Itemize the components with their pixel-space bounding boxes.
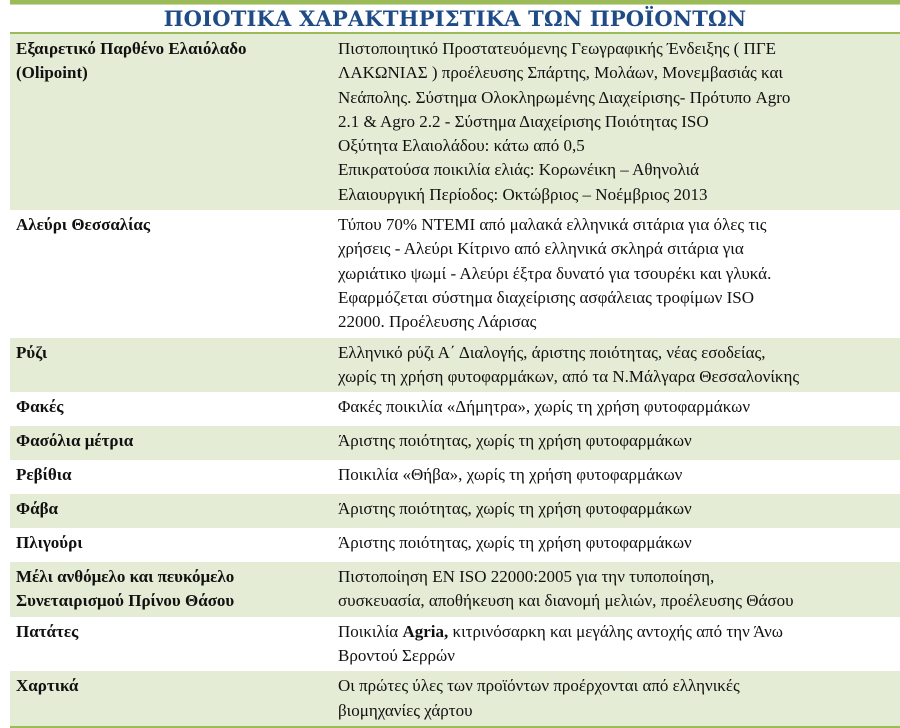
product-name (10, 210, 322, 337)
desc-line: Άριστης ποιότητας, χωρίς τη χρήση φυτοφαρμάκων (338, 431, 692, 451)
product-name-line: Φακές (16, 397, 64, 417)
product-name-line: Εξαιρετικό Παρθένο Ελαιόλαδο (16, 39, 247, 58)
product-name-line: Συνεταιρισμού Πρίνου Θάσου (16, 591, 235, 611)
product-name-line: Αλεύρι Θεσσαλίας (16, 215, 151, 235)
product-description (322, 494, 900, 528)
desc-line: συσκευασία, αποθήκευση και διανομή μελιών, προέλευσης Θάσου (338, 591, 794, 611)
table-row-lentils (10, 392, 900, 426)
page-title: ΠΟΙΟΤΙΚΑ ΧΑΡΑΚΤΗΡΙΣΤΙΚΑ ΤΩΝ ΠΡΟΪΟΝΤΩΝ (10, 5, 900, 34)
desc-line: Πιστοποίηση EN ISO 22000:2005 για την τυποποίηση, (338, 567, 715, 587)
table-row-rice (10, 338, 900, 393)
product-description (322, 460, 900, 494)
desc-line: 2.1 & Agro 2.2 - Σύστημα Διαχείρισης Ποιότητας ISO (338, 111, 709, 131)
product-name-line: Ρεβίθια (16, 465, 72, 485)
product-name (10, 562, 322, 617)
table-row-bulgur (10, 528, 900, 562)
product-name (10, 34, 322, 210)
product-description (322, 392, 900, 426)
desc-text: κιτρινόσαρκη και μεγάλης αντοχής από την Άνω (448, 621, 783, 641)
product-description (322, 338, 900, 393)
product-description (322, 671, 900, 727)
desc-line: χωριάτικο ψωμί - Αλεύρι έξτρα δυνατό για τσουρέκι και γλυκά. (338, 263, 772, 283)
product-description (322, 562, 900, 617)
product-name-line: Ρύζι (16, 342, 48, 362)
desc-line: 22000. Προέλευσης Λάρισας (338, 312, 537, 332)
desc-line: Νεάπολης. Σύστημα Ολοκληρωμένης Διαχείρισης- Πρότυπο Agro (338, 87, 791, 107)
desc-line: Ποικιλία «Θήβα», χωρίς τη χρήση φυτοφαρμάκων (338, 465, 683, 485)
product-description (322, 617, 900, 672)
product-name (10, 460, 322, 494)
desc-line: Ελληνικό ρύζι Α΄ Διαλογής, άριστης ποιότητας, νέας εσοδείας, (338, 342, 766, 362)
table-row-potatoes (10, 617, 900, 672)
desc-line: Οι πρώτες ύλες των προϊόντων προέρχονται από ελληνικές (338, 676, 740, 696)
table-row-beans (10, 426, 900, 460)
product-name-line: Φάβα (16, 499, 59, 519)
desc-line: Τύπου 70% ΝΤΕΜΙ από μαλακά ελληνικά σιτάρια για όλες τις (338, 215, 767, 235)
product-name-line: (Olipoint) (16, 63, 88, 83)
document-page (10, 0, 900, 728)
table-row-paper (10, 671, 900, 727)
desc-line: ΛΑΚΩΝΙΑΣ ) προέλευσης Σπάρτης, Μολάων, Μονεμβασιάς και (338, 63, 783, 83)
product-description (322, 528, 900, 562)
desc-line: χρήσεις - Αλεύρι Κίτρινο από ελληνικά σκληρά σιτάρια για (338, 239, 744, 259)
product-name (10, 617, 322, 672)
table-row-olive-oil (10, 34, 900, 210)
product-description (322, 210, 900, 337)
product-description (322, 426, 900, 460)
product-name (10, 528, 322, 562)
product-name (10, 671, 322, 727)
desc-line: Άριστης ποιότητας, χωρίς τη χρήση φυτοφαρμάκων (338, 499, 692, 519)
table-row-fava (10, 494, 900, 528)
product-name-line: Χαρτικά (16, 676, 79, 696)
desc-line: Βροντού Σερρών (338, 646, 455, 666)
product-name-line: Φασόλια μέτρια (16, 431, 134, 451)
desc-line: Επικρατούσα ποικιλία ελιάς: Κορωνέικη – Αθηνολιά (338, 160, 700, 180)
product-name-line: Πλιγούρι (16, 533, 83, 553)
table-row-flour (10, 210, 900, 337)
desc-line: Εφαρμόζεται σύστημα διαχείρισης ασφάλειας τροφίμων ISO (338, 287, 754, 307)
table-row-chickpeas (10, 460, 900, 494)
desc-line: χωρίς τη χρήση φυτοφαρμάκων, από τα Ν.Μάλγαρα Θεσσαλονίκης (338, 366, 800, 386)
desc-line: Ελαιουργική Περίοδος: Οκτώβριος – Νοέμβριος 2013 (338, 184, 708, 204)
variety-name: Agria, (402, 621, 449, 641)
desc-line (338, 620, 894, 644)
desc-line: Οξύτητα Ελαιολάδου: κάτω από 0,5 (338, 136, 585, 156)
product-name (10, 426, 322, 460)
product-name (10, 338, 322, 393)
desc-line: βιομηχανίες χάρτου (338, 700, 473, 720)
product-name (10, 392, 322, 426)
desc-text: Ποικιλία (338, 621, 403, 641)
product-description (322, 34, 900, 210)
desc-line: Άριστης ποιότητας, χωρίς τη χρήση φυτοφαρμάκων (338, 533, 692, 553)
product-quality-table (10, 34, 900, 728)
table-row-honey (10, 562, 900, 617)
desc-line: Φακές ποικιλία «Δήμητρα», χωρίς τη χρήση φυτοφαρμάκων (338, 397, 751, 417)
product-name-line: Πατάτες (16, 621, 79, 641)
product-name (10, 494, 322, 528)
product-name-line: Μέλι ανθόμελο και πευκόμελο (16, 567, 235, 587)
desc-line: Πιστοποιητικό Προστατευόμενης Γεωγραφικής Ένδειξης ( ΠΓΕ (338, 39, 777, 58)
